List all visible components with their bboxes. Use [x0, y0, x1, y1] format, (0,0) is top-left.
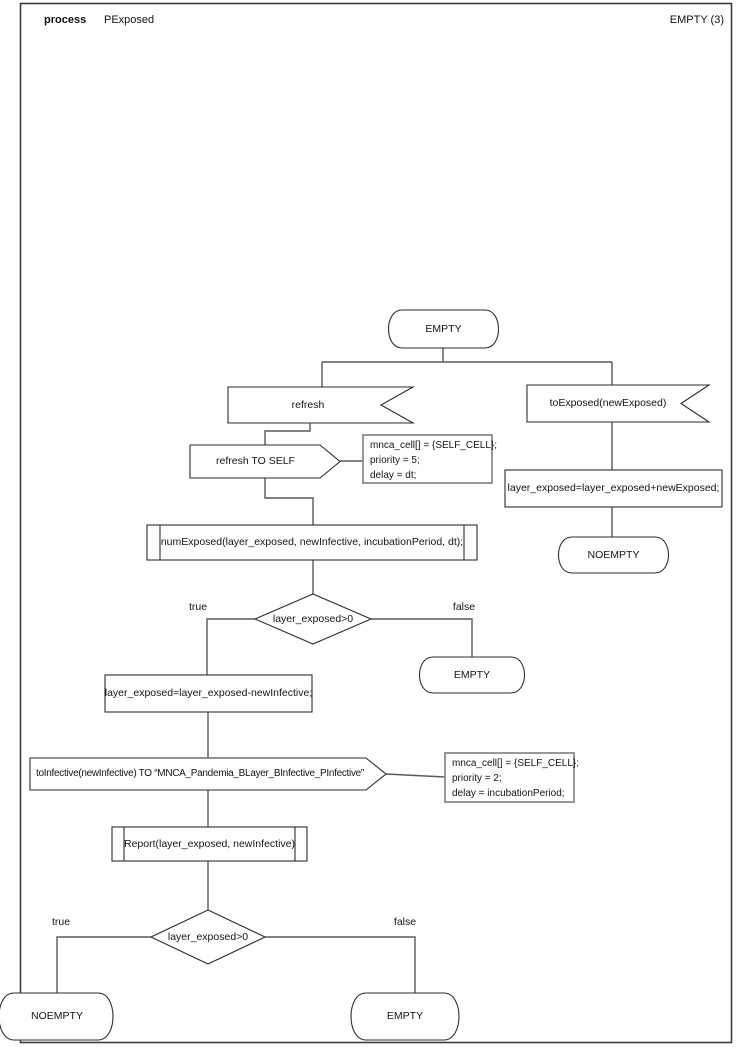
signal-input-toexposed-label: toExposed(newExposed): [549, 397, 667, 410]
task-add-exposed-label: layer_exposed=layer_exposed+newExposed;: [507, 482, 720, 495]
connector-decision2-false: [265, 937, 415, 993]
process-name: PExposed: [104, 14, 155, 26]
decision-top-label: layer_exposed>0: [272, 612, 354, 625]
comment-line: mnca_cell[] = {SELF_CELL};: [452, 758, 580, 769]
frame-corner-label: EMPTY (3): [669, 14, 724, 26]
decision-top-true-label: true: [188, 601, 208, 614]
connector-decision1-true: [207, 619, 255, 675]
connector-decision1-false: [371, 619, 472, 657]
comment-refresh-params: [370, 438, 497, 483]
comment-line: delay = dt;: [370, 470, 417, 481]
process-kind-label: process: [44, 14, 87, 26]
connector-output-to-procedure: [265, 478, 313, 525]
comment-line: priority = 2;: [452, 773, 502, 784]
connector-decision2-true: [57, 937, 151, 993]
comment-line: mnca_cell[] = {SELF_CELL};: [370, 440, 498, 451]
state-empty-mid-label: EMPTY: [453, 668, 491, 681]
signal-output-refresh-to-self-label: refresh TO SELF: [216, 455, 295, 468]
diagram-frame: [21, 4, 732, 1043]
signal-input-refresh-label: refresh: [291, 398, 325, 411]
decision-bottom-label: layer_exposed>0: [167, 930, 249, 943]
comment-infective-params: [452, 756, 579, 801]
state-empty-bottom-label: EMPTY: [386, 1010, 424, 1023]
state-noempty-bottom-label: NOEMPTY: [31, 1010, 83, 1023]
decision-top-false-label: false: [452, 601, 476, 614]
comment-line: priority = 5;: [370, 455, 420, 466]
comment-line: delay = incubationPeriod;: [452, 788, 565, 799]
state-empty-start-label: EMPTY: [425, 322, 462, 335]
procedure-report-label: Report(layer_exposed, newInfective): [123, 837, 295, 850]
signal-output-toinfective-label: toInfective(newInfective) TO “MNCA_Pandemia_BLayer_BInfective_PInfective”: [36, 768, 364, 779]
connector-refresh-to-output: [265, 423, 310, 445]
decision-bottom-true-label: true: [51, 916, 71, 929]
decision-bottom-false-label: false: [393, 916, 417, 929]
procedure-numexposed-label: numExposed(layer_exposed, newInfective, incubationPeriod, dt);: [160, 536, 464, 549]
connector-toinfective-to-comment2: [386, 774, 445, 777]
task-sub-exposed-label: layer_exposed=layer_exposed-newInfective;: [104, 687, 313, 700]
state-noempty-right-label: NOEMPTY: [587, 548, 640, 561]
